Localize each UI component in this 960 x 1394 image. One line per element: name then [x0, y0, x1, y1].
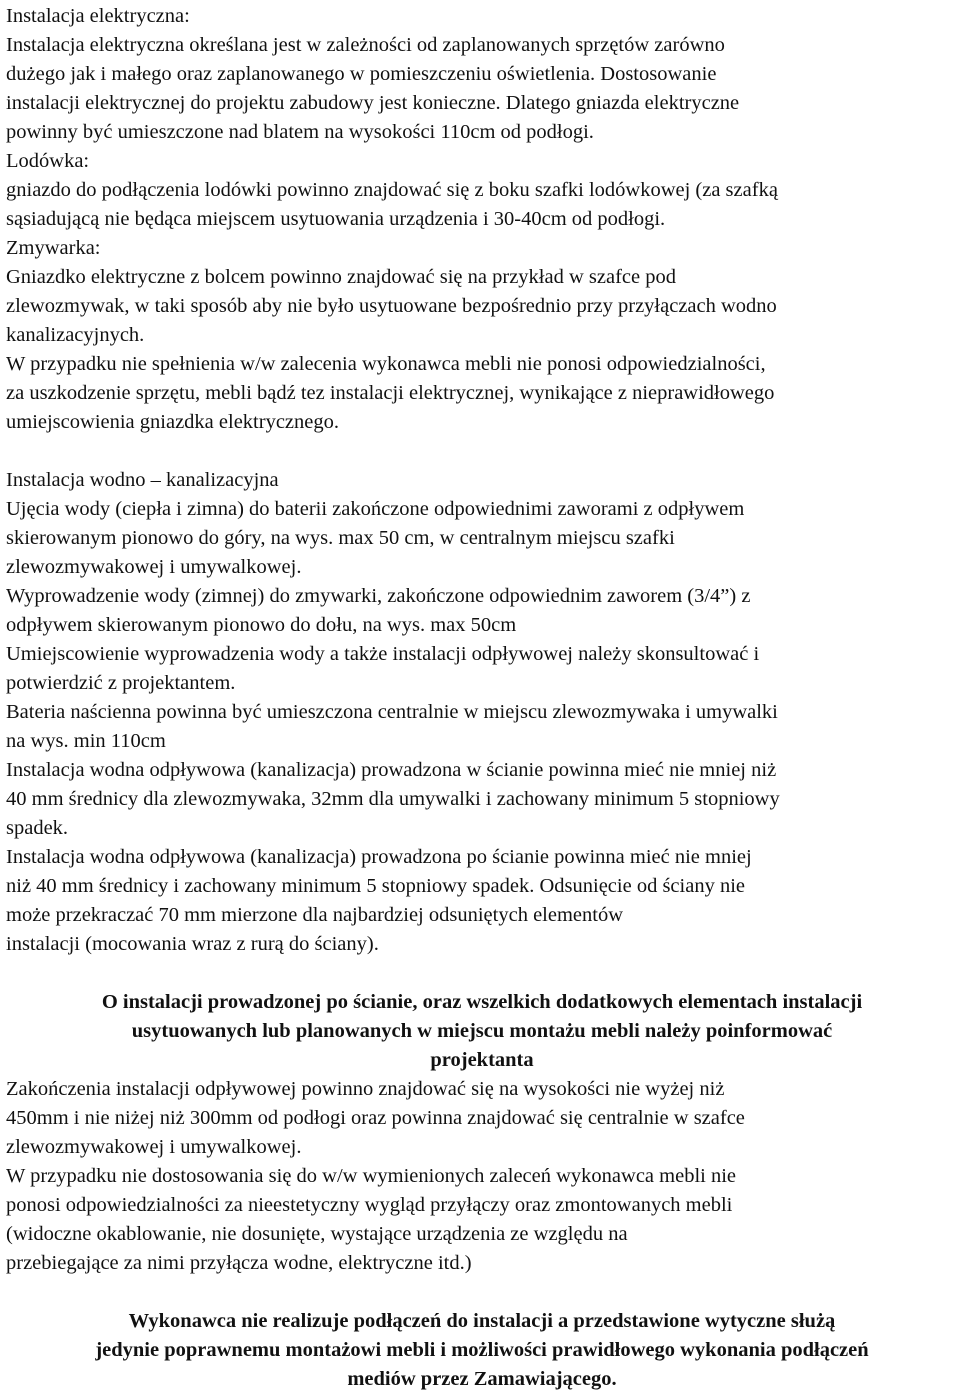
drain-text-line: (widoczne okablowanie, nie dosunięte, wystające urządzenia ze względu na [6, 1223, 628, 1245]
fridge-text-line: gniazdo do podłączenia lodówki powinno znajdować się z boku szafki lodówkowej (za szafką [6, 179, 778, 201]
electrical-text-line: dużego jak i małego oraz zaplanowanego w pomieszczeniu oświetlenia. Dostosowanie [6, 63, 717, 85]
bold-notice-line: Wykonawca nie realizuje podłączeń do instalacji a przedstawione wytyczne służą [128, 1310, 836, 1332]
water-text-line: spadek. [6, 817, 69, 839]
water-heading: Instalacja wodno – kanalizacyjna [6, 469, 279, 491]
spacer [6, 959, 958, 988]
water-text-line: na wys. min 110cm [6, 730, 166, 752]
bold-notice-wall-installation [6, 988, 958, 1075]
bold-notice-line: usytuowanych lub planowanych w miejscu montażu mebli należy poinformować [131, 1020, 833, 1042]
water-text-line: Bateria naścienna powinna być umieszczona centralnie w miejscu zlewozmywaka i umywalki [6, 701, 778, 723]
warning-text-line: umiejscowienia gniazdka elektrycznego. [6, 411, 339, 433]
warning-text-line: W przypadku nie spełnienia w/w zalecenia wykonawca mebli nie ponosi odpowiedzialności, [6, 353, 766, 375]
water-text-line: instalacji (mocowania wraz z rurą do ściany). [6, 933, 379, 955]
bold-notice-line: jedynie poprawnemu montażowi mebli i możliwości prawidłowego wykonania podłączeń [95, 1339, 869, 1361]
electrical-text-line: powinny być umieszczone nad blatem na wysokości 110cm od podłogi. [6, 121, 594, 143]
water-text-line: Ujęcia wody (ciepła i zimna) do baterii zakończone odpowiednimi zaworami z odpływem [6, 498, 745, 520]
bold-notice-line: mediów przez Zamawiającego. [347, 1368, 617, 1390]
water-text-line: Instalacja wodna odpływowa (kanalizacja) prowadzona po ścianie powinna mieć nie mniej [6, 846, 752, 868]
fridge-heading: Lodówka: [6, 150, 90, 172]
drain-text-line: ponosi odpowiedzialności za nieestetyczny wygląd przyłączy oraz zmontowanych mebli [6, 1194, 733, 1216]
water-text-line: 40 mm średnicy dla zlewozmywaka, 32mm dla umywalki i zachowany minimum 5 stopniowy [6, 788, 780, 810]
water-text-line: odpływem skierowanym pionowo do dołu, na wys. max 50cm [6, 614, 517, 636]
dishwasher-text-line: zlewozmywak, w taki sposób aby nie było usytuowane bezpośrednio przy przyłączach wodno [6, 295, 777, 317]
water-text-line: zlewozmywakowej i umywalkowej. [6, 556, 302, 578]
bold-notice-line: O instalacji prowadzonej po ścianie, oraz wszelkich dodatkowych elementach instalacji [101, 991, 863, 1013]
drain-section [6, 1075, 958, 1278]
drain-text-line: zlewozmywakowej i umywalkowej. [6, 1136, 302, 1158]
warning-text-line: za uszkodzenie sprzętu, mebli bądź tez instalacji elektrycznej, wynikające z nieprawidłowego [6, 382, 775, 404]
drain-text-line: 450mm i nie niżej niż 300mm od podłogi oraz powinna znajdować się centralnie w szafce [6, 1107, 745, 1129]
water-text-line: Umiejscowienie wyprowadzenia wody a także instalacji odpływowej należy skonsultować i [6, 643, 760, 665]
bold-notice-line: projektanta [430, 1049, 534, 1071]
bold-notice-contractor [6, 1307, 958, 1394]
water-text-line: potwierdzić z projektantem. [6, 672, 236, 694]
drain-text-line: Zakończenia instalacji odpływowej powinno znajdować się na wysokości nie wyżej niż [6, 1078, 725, 1100]
electrical-heading: Instalacja elektryczna: [6, 5, 190, 27]
drain-text-line: W przypadku nie dostosowania się do w/w wymienionych zaleceń wykonawca mebli nie [6, 1165, 737, 1187]
electrical-text-line: instalacji elektrycznej do projektu zabudowy jest konieczne. Dlatego gniazda elektryczne [6, 92, 740, 114]
spacer [6, 437, 958, 466]
water-text-line: niż 40 mm średnicy i zachowany minimum 5 stopniowy spadek. Odsunięcie od ściany nie [6, 875, 745, 897]
water-section [6, 466, 958, 959]
water-text-line: może przekraczać 70 mm mierzone dla najbardziej odsuniętych elementów [6, 904, 624, 926]
water-text-line: Instalacja wodna odpływowa (kanalizacja) prowadzona w ścianie powinna mieć nie mniej niż [6, 759, 777, 781]
dishwasher-heading: Zmywarka: [6, 237, 101, 259]
water-text-line: Wyprowadzenie wody (zimnej) do zmywarki, zakończone odpowiednim zaworem (3/4”) z [6, 585, 751, 607]
dishwasher-text-line: Gniazdko elektryczne z bolcem powinno znajdować się na przykład w szafce pod [6, 266, 676, 288]
document-page [6, 2, 958, 1394]
dishwasher-text-line: kanalizacyjnych. [6, 324, 145, 346]
spacer [6, 1278, 958, 1307]
fridge-text-line: sąsiadującą nie będąca miejscem usytuowania urządzenia i 30-40cm od podłogi. [6, 208, 666, 230]
drain-text-line: przebiegające za nimi przyłącza wodne, elektryczne itd.) [6, 1252, 472, 1274]
water-text-line: skierowanym pionowo do góry, na wys. max 50 cm, w centralnym miejscu szafki [6, 527, 675, 549]
electrical-text-line: Instalacja elektryczna określana jest w zależności od zaplanowanych sprzętów zarówno [6, 34, 725, 56]
electrical-section [6, 2, 958, 437]
